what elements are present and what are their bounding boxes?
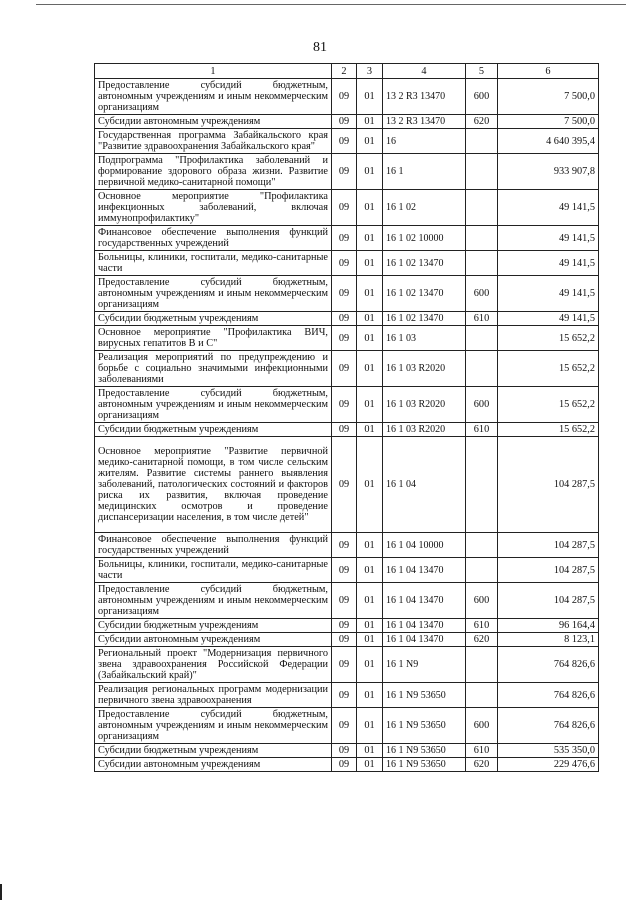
subsection-cell: 01 (357, 583, 383, 619)
subsection-cell: 01 (357, 387, 383, 423)
target-article-cell: 16 1 02 13470 (383, 251, 466, 276)
item-name-cell: Субсидии бюджетным учреждениям (95, 619, 332, 633)
table-row (95, 758, 599, 772)
subsection-cell: 01 (357, 154, 383, 190)
column-header: 4 (383, 64, 466, 79)
target-article-cell: 16 (383, 129, 466, 154)
subsection-cell: 01 (357, 423, 383, 437)
target-article-cell: 13 2 R3 13470 (383, 79, 466, 115)
table-header-row (95, 64, 599, 79)
expense-type-cell: 600 (466, 276, 498, 312)
amount-cell: 15 652,2 (498, 351, 599, 387)
table-row (95, 647, 599, 683)
table-row (95, 633, 599, 647)
section-cell: 09 (332, 583, 357, 619)
target-article-cell: 16 1 02 13470 (383, 276, 466, 312)
target-article-cell: 16 1 N9 53650 (383, 744, 466, 758)
expense-type-cell: 620 (466, 633, 498, 647)
expense-type-cell: 600 (466, 583, 498, 619)
table-row (95, 312, 599, 326)
item-name-cell: Государственная программа Забайкальского края "Развитие здравоохранения Забайкальского края" (95, 129, 332, 154)
table-body (95, 79, 599, 772)
subsection-cell: 01 (357, 79, 383, 115)
section-cell: 09 (332, 276, 357, 312)
amount-cell: 229 476,6 (498, 758, 599, 772)
item-name-cell: Предоставление субсидий бюджетным, автономным учреждениям и иным некоммерческим организациям (95, 708, 332, 744)
subsection-cell: 01 (357, 619, 383, 633)
table-row (95, 351, 599, 387)
target-article-cell: 16 1 N9 53650 (383, 758, 466, 772)
section-cell: 09 (332, 387, 357, 423)
target-article-cell: 16 1 N9 53650 (383, 683, 466, 708)
section-cell: 09 (332, 437, 357, 533)
target-article-cell: 16 1 04 13470 (383, 619, 466, 633)
section-cell: 09 (332, 744, 357, 758)
target-article-cell: 16 1 03 R2020 (383, 387, 466, 423)
amount-cell: 96 164,4 (498, 619, 599, 633)
budget-table (94, 63, 599, 772)
amount-cell: 49 141,5 (498, 312, 599, 326)
section-cell: 09 (332, 312, 357, 326)
top-rule (36, 4, 626, 5)
amount-cell: 15 652,2 (498, 326, 599, 351)
target-article-cell: 16 1 03 R2020 (383, 351, 466, 387)
item-name-cell: Основное мероприятие "Развитие первичной медико-санитарной помощи, в том числе сельским жителям. Развитие системы раннего выявления заболеваний, патологических состояний и факторов риска их развития, включая проведение медицинских осмотров и проведение диспансеризации населения, в том числе детей" (95, 437, 332, 533)
table-row (95, 251, 599, 276)
target-article-cell: 16 1 04 (383, 437, 466, 533)
target-article-cell: 16 1 03 R2020 (383, 423, 466, 437)
amount-cell: 49 141,5 (498, 226, 599, 251)
table-row (95, 619, 599, 633)
subsection-cell: 01 (357, 190, 383, 226)
section-cell: 09 (332, 558, 357, 583)
item-name-cell: Предоставление субсидий бюджетным, автономным учреждениям и иным некоммерческим организациям (95, 583, 332, 619)
expense-type-cell (466, 326, 498, 351)
item-name-cell: Финансовое обеспечение выполнения функций государственных учреждений (95, 226, 332, 251)
subsection-cell: 01 (357, 351, 383, 387)
item-name-cell: Подпрограмма "Профилактика заболеваний и формирование здорового образа жизни. Развитие первичной медико-санитарной помощи" (95, 154, 332, 190)
table-row (95, 583, 599, 619)
column-header: 5 (466, 64, 498, 79)
subsection-cell: 01 (357, 708, 383, 744)
table-row (95, 708, 599, 744)
amount-cell: 15 652,2 (498, 423, 599, 437)
target-article-cell: 16 1 02 13470 (383, 312, 466, 326)
target-article-cell: 16 1 N9 53650 (383, 708, 466, 744)
expense-type-cell (466, 154, 498, 190)
target-article-cell: 16 1 04 13470 (383, 558, 466, 583)
amount-cell: 104 287,5 (498, 583, 599, 619)
target-article-cell: 16 1 02 (383, 190, 466, 226)
target-article-cell: 16 1 02 10000 (383, 226, 466, 251)
page-number: 81 (313, 40, 327, 55)
section-cell: 09 (332, 129, 357, 154)
item-name-cell: Региональный проект "Модернизация первичного звена здравоохранения Российской Федерации (Забайкальский край)" (95, 647, 332, 683)
section-cell: 09 (332, 351, 357, 387)
target-article-cell: 16 1 N9 (383, 647, 466, 683)
item-name-cell: Основное мероприятие "Профилактика инфекционных заболеваний, включая иммунопрофилактику" (95, 190, 332, 226)
amount-cell: 104 287,5 (498, 558, 599, 583)
subsection-cell: 01 (357, 326, 383, 351)
item-name-cell: Основное мероприятие "Профилактика ВИЧ, вирусных гепатитов В и С" (95, 326, 332, 351)
item-name-cell: Субсидии бюджетным учреждениям (95, 423, 332, 437)
table-row (95, 387, 599, 423)
subsection-cell: 01 (357, 129, 383, 154)
amount-cell: 7 500,0 (498, 79, 599, 115)
subsection-cell: 01 (357, 744, 383, 758)
section-cell: 09 (332, 619, 357, 633)
column-header: 3 (357, 64, 383, 79)
expense-type-cell (466, 558, 498, 583)
expense-type-cell (466, 190, 498, 226)
subsection-cell: 01 (357, 437, 383, 533)
table-row (95, 683, 599, 708)
item-name-cell: Субсидии автономным учреждениям (95, 633, 332, 647)
item-name-cell: Больницы, клиники, госпитали, медико-санитарные части (95, 251, 332, 276)
table-row (95, 226, 599, 251)
item-name-cell: Предоставление субсидий бюджетным, автономным учреждениям и иным некоммерческим организациям (95, 276, 332, 312)
table-row (95, 276, 599, 312)
target-article-cell: 16 1 03 (383, 326, 466, 351)
table-row (95, 744, 599, 758)
expense-type-cell (466, 533, 498, 558)
target-article-cell: 16 1 04 13470 (383, 583, 466, 619)
subsection-cell: 01 (357, 633, 383, 647)
table-row (95, 129, 599, 154)
section-cell: 09 (332, 326, 357, 351)
expense-type-cell: 610 (466, 744, 498, 758)
table-row (95, 154, 599, 190)
expense-type-cell: 620 (466, 758, 498, 772)
expense-type-cell: 600 (466, 79, 498, 115)
section-cell: 09 (332, 190, 357, 226)
table-row (95, 437, 599, 533)
subsection-cell: 01 (357, 647, 383, 683)
expense-type-cell (466, 647, 498, 683)
expense-type-cell: 610 (466, 423, 498, 437)
item-name-cell: Финансовое обеспечение выполнения функций государственных учреждений (95, 533, 332, 558)
expense-type-cell (466, 437, 498, 533)
column-header: 6 (498, 64, 599, 79)
section-cell: 09 (332, 758, 357, 772)
section-cell: 09 (332, 226, 357, 251)
column-header: 1 (95, 64, 332, 79)
table-row (95, 115, 599, 129)
target-article-cell: 16 1 04 10000 (383, 533, 466, 558)
section-cell: 09 (332, 79, 357, 115)
column-header: 2 (332, 64, 357, 79)
expense-type-cell: 600 (466, 708, 498, 744)
item-name-cell: Реализация региональных программ модернизации первичного звена здравоохранения (95, 683, 332, 708)
expense-type-cell (466, 683, 498, 708)
item-name-cell: Предоставление субсидий бюджетным, автономным учреждениям и иным некоммерческим организациям (95, 387, 332, 423)
subsection-cell: 01 (357, 758, 383, 772)
section-cell: 09 (332, 683, 357, 708)
target-article-cell: 13 2 R3 13470 (383, 115, 466, 129)
target-article-cell: 16 1 (383, 154, 466, 190)
table-row (95, 79, 599, 115)
item-name-cell: Больницы, клиники, госпитали, медико-санитарные части (95, 558, 332, 583)
expense-type-cell: 620 (466, 115, 498, 129)
section-cell: 09 (332, 115, 357, 129)
expense-type-cell (466, 351, 498, 387)
section-cell: 09 (332, 154, 357, 190)
amount-cell: 8 123,1 (498, 633, 599, 647)
section-cell: 09 (332, 647, 357, 683)
subsection-cell: 01 (357, 558, 383, 583)
item-name-cell: Реализация мероприятий по предупреждению и борьбе с социально значимыми инфекционными заболеваниями (95, 351, 332, 387)
amount-cell: 535 350,0 (498, 744, 599, 758)
amount-cell: 15 652,2 (498, 387, 599, 423)
amount-cell: 764 826,6 (498, 708, 599, 744)
expense-type-cell: 610 (466, 619, 498, 633)
subsection-cell: 01 (357, 312, 383, 326)
amount-cell: 49 141,5 (498, 276, 599, 312)
amount-cell: 49 141,5 (498, 251, 599, 276)
table-row (95, 326, 599, 351)
amount-cell: 4 640 395,4 (498, 129, 599, 154)
expense-type-cell: 610 (466, 312, 498, 326)
section-cell: 09 (332, 633, 357, 647)
amount-cell: 764 826,6 (498, 683, 599, 708)
subsection-cell: 01 (357, 115, 383, 129)
table-row (95, 190, 599, 226)
item-name-cell: Предоставление субсидий бюджетным, автономным учреждениям и иным некоммерческим организациям (95, 79, 332, 115)
section-cell: 09 (332, 251, 357, 276)
section-cell: 09 (332, 708, 357, 744)
expense-type-cell (466, 226, 498, 251)
expense-type-cell (466, 251, 498, 276)
subsection-cell: 01 (357, 276, 383, 312)
subsection-cell: 01 (357, 251, 383, 276)
amount-cell: 764 826,6 (498, 647, 599, 683)
amount-cell: 104 287,5 (498, 437, 599, 533)
subsection-cell: 01 (357, 683, 383, 708)
amount-cell: 104 287,5 (498, 533, 599, 558)
item-name-cell: Субсидии автономным учреждениям (95, 758, 332, 772)
table-row (95, 558, 599, 583)
scan-edge-mark (0, 884, 2, 900)
target-article-cell: 16 1 04 13470 (383, 633, 466, 647)
amount-cell: 7 500,0 (498, 115, 599, 129)
section-cell: 09 (332, 423, 357, 437)
subsection-cell: 01 (357, 533, 383, 558)
expense-type-cell: 600 (466, 387, 498, 423)
subsection-cell: 01 (357, 226, 383, 251)
section-cell: 09 (332, 533, 357, 558)
item-name-cell: Субсидии бюджетным учреждениям (95, 744, 332, 758)
table-row (95, 533, 599, 558)
table-row (95, 423, 599, 437)
item-name-cell: Субсидии автономным учреждениям (95, 115, 332, 129)
amount-cell: 933 907,8 (498, 154, 599, 190)
amount-cell: 49 141,5 (498, 190, 599, 226)
expense-type-cell (466, 129, 498, 154)
item-name-cell: Субсидии бюджетным учреждениям (95, 312, 332, 326)
